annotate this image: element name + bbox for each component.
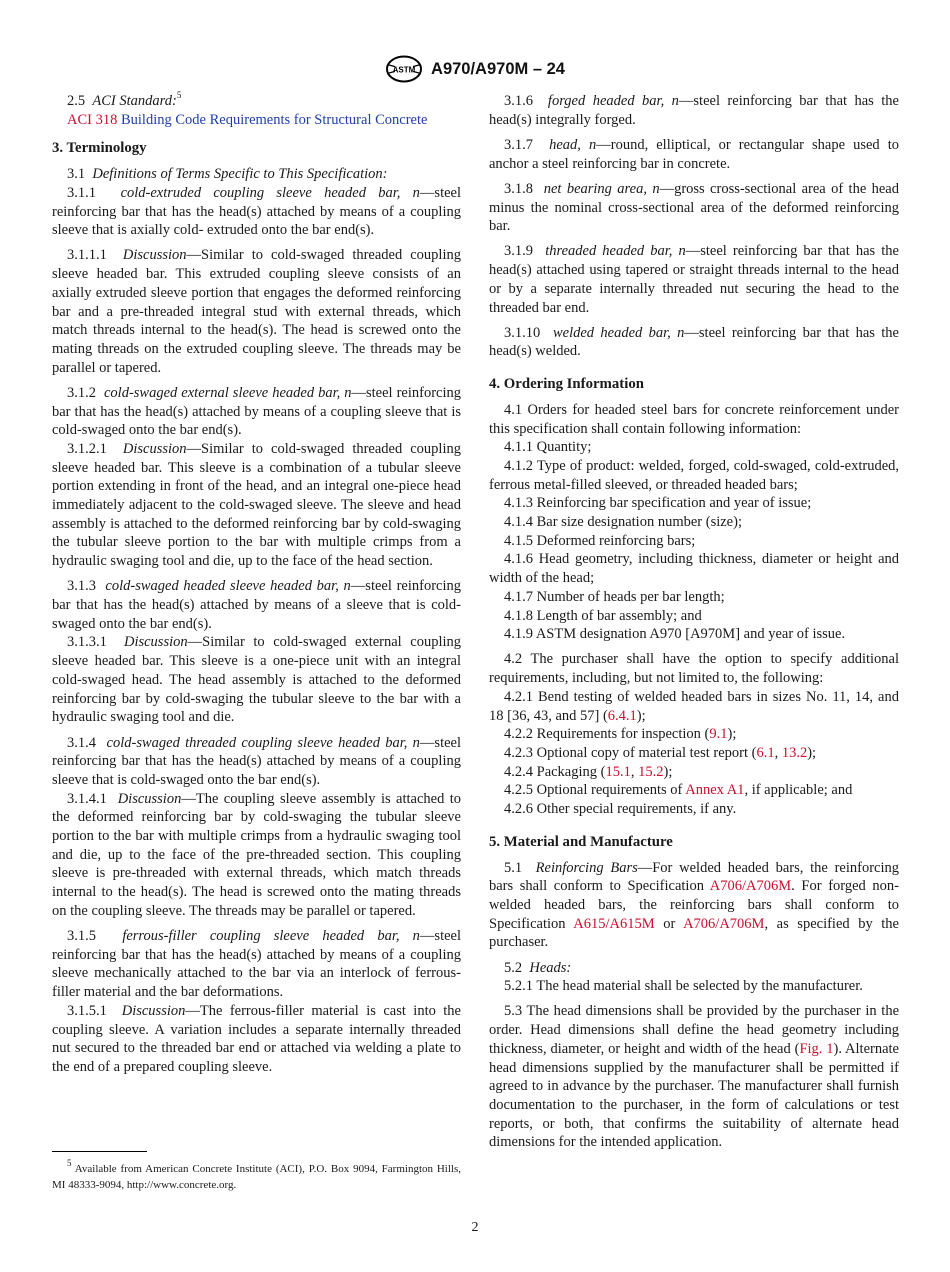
para-4-1-5: 4.1.5 Deformed reinforcing bars; [504, 532, 696, 549]
ref-a615-link[interactable]: A615/A615M [573, 915, 655, 932]
ref-a706-link-2[interactable]: A706/A706M [683, 915, 765, 932]
aci-318-reference [52, 111, 461, 130]
page-number: 2 [471, 1220, 479, 1235]
para-3-1-2: 3.1.2 cold-swaged external sleeve headed bar, n—steel reinforcing bar that has the head(s) attached by means of a coupling sleeve that is cold-swaged onto the bar end(s). [52, 384, 461, 439]
para-4-1-2: 4.1.2 Type of product: welded, forged, cold-swaged, cold-extruded, ferrous metal-filled sleeved, or threaded headed bars; [489, 457, 899, 493]
para-3-1-1-1: 3.1.1.1 Discussion—Similar to cold-swaged threaded coupling sleeve headed bar. This extruded coupling sleeve consists of an axially extruded sleeve portion that engages the deformed reinforcing bar and a pre-threaded integral stud with external threads, which match threads internal to the head(s). The head is screwed onto the mating threads on the extruded coupling sleeve. The threads may be parallel or tapered. [52, 247, 461, 376]
para-4-1-8: 4.1.8 Length of bar assembly; and [504, 607, 702, 624]
ref-fig-1-link[interactable]: Fig. 1 [799, 1040, 834, 1057]
standard-designation: A970/A970M – 24 [431, 59, 565, 78]
para-5-1: 5.1 Reinforcing Bars—For welded headed bars, the reinforcing bars shall conform to Specification A706/A706M. For forged non-welded headed bars, the reinforcing bars shall conform to Specification A615/A615M or A706/A706M, as specified by the purchaser. [489, 859, 900, 951]
footnote-text: Available from American Concrete Institute (ACI), P.O. Box 9094, Farmington Hills, MI 48333-9094, http://www.concrete.org. [52, 1163, 461, 1191]
para-4-2-5: 4.2.5 Optional requirements of Annex A1, if applicable; and [504, 782, 853, 799]
para-4-2: 4.2 The purchaser shall have the option to specify additional requirements, including, but not limited to, the following: [489, 651, 899, 687]
para-4-1-4: 4.1.4 Bar size designation number (size); [504, 514, 742, 531]
para-3-1: 3.1 Definitions of Terms Specific to This Specification: [67, 166, 388, 183]
para-3-1-3-1: 3.1.3.1 Discussion—Similar to cold-swaged external coupling sleeve headed bar. This sleeve is a one-piece unit with an integral cold-swaged head. The head assembly is attached to the deformed reinforcing bar by cold-swaging the tubular sleeve to the bar with a hydraulic swaging tool and die. [52, 634, 461, 726]
para-4-2-1: 4.2.1 Bend testing of welded headed bars in sizes No. 11, 14, and 18 [36, 43, and 57] (6.4.1); [489, 688, 899, 724]
ref-15-2-link[interactable]: 15.2 [638, 763, 664, 780]
heading-material-and-manufacture: 5. Material and Manufacture [489, 833, 673, 850]
para-3-1-2-1: 3.1.2.1 Discussion—Similar to cold-swaged threaded coupling sleeve headed bar. This sleeve is a combination of a tubular sleeve portion extending in front of the head, and an integral one-piece head immediately adjacent to the cold-swaged sleeve. The sleeve and head assembly is attached to the deformed reinforcing bar by cold-swaging the tubular sleeve portion to the bar with multiple crimps from a hydraulic swaging tool and die, up to the face of the head section. [52, 440, 461, 570]
para-3-1-7: 3.1.7 head, n—round, elliptical, or rectangular shape used to anchor a steel reinforcing bar in concrete. [489, 136, 900, 172]
aci-318-link[interactable]: ACI 318 [67, 111, 118, 128]
para-5-2-1: 5.2.1 The head material shall be selected by the manufacturer. [504, 978, 863, 995]
right-column [489, 92, 899, 1159]
para-5-2: 5.2 Heads: [504, 959, 572, 976]
para-4-2-2: 4.2.2 Requirements for inspection (9.1); [504, 726, 737, 743]
para-3-1-5: 3.1.5 ferrous-filler coupling sleeve headed bar, n—steel reinforcing bar that has the head(s) attached by means of a coupling sleeve mechanically attached to the bar via an interlock of ferrous-filler material and the bar deformations. [52, 928, 461, 1001]
footnote-ref[interactable]: 5 [176, 90, 182, 101]
para-4-1-3: 4.1.3 Reinforcing bar specification and year of issue; [504, 495, 812, 512]
heading-ordering-information: 4. Ordering Information [489, 376, 644, 393]
para-3-1-6: 3.1.6 forged headed bar, n—steel reinforcing bar that has the head(s) integrally forged. [489, 93, 899, 128]
heading-terminology: 3. Terminology [52, 140, 147, 157]
ref-9-1-link[interactable]: 9.1 [709, 726, 728, 743]
para-4-1: 4.1 Orders for headed steel bars for concrete reinforcement under this specification shall contain following information: [489, 401, 899, 437]
ref-13-2-link[interactable]: 13.2 [781, 745, 808, 761]
left-column [52, 92, 461, 1083]
para-3-1-8: 3.1.8 net bearing area, n—gross cross-sectional area of the head minus the nominal cross-sectional area of the deformed reinforcing bar. [489, 180, 899, 235]
para-4-1-7: 4.1.7 Number of heads per bar length; [504, 588, 725, 605]
para-4-2-4: 4.2.4 Packaging (15.1, 15.2); [504, 763, 673, 780]
section-2-5: 2.5 ACI Standard:$^5$ [67, 90, 182, 109]
para-3-1-4-1: 3.1.4.1 Discussion—The coupling sleeve assembly is attached to the deformed reinforcing bar by cold-swaging the tubular sleeve portion to the bar with multiple crimps from a hydraulic swaging tool and die, up to the face of the pre-threaded section. This coupling sleeve is pre-threaded with external threads, which match threads internal to the head(s). The head is screwed onto the mating threads on the coupling sleeve. The threads may be parallel or tapered. [52, 790, 461, 919]
ref-15-1-link[interactable]: 15.1 [605, 763, 631, 780]
para-4-1-9: 4.1.9 ASTM designation A970 [A970M] and year of issue. [504, 626, 846, 643]
footnote-divider [52, 1151, 147, 1152]
para-4-2-3: 4.2.3 Optional copy of material test report (6.1, 13.2); [504, 745, 817, 761]
astm-logo-icon [385, 55, 423, 83]
para-3-1-9: 3.1.9 threaded headed bar, n—steel reinforcing bar that has the head(s) attached using tapered or straight threads internal to the head or by a separate internally threaded nut securing the head to the threaded bar end. [489, 243, 899, 316]
para-5-3: 5.3 The head dimensions shall be provided by the purchaser in the order. Head dimensions shall define the head geometry including thickness, diameter, or height and width of the head (Fig. 1). Alternate head dimensions supplied by the manufacturer shall be permitted if agreed to in advance by the purchaser. The manufacturer shall furnish documentation to the purchaser, in the form of calculations or test reports, or both, that confirms the suitability of alternate head dimensions for the intended application. [489, 1003, 899, 1151]
logo-text: ASTM [392, 65, 416, 75]
footnote-mark: 5 [67, 1158, 72, 1169]
ref-6-4-1-link[interactable]: 6.4.1 [607, 707, 637, 724]
page-header [0, 55, 950, 83]
ref-annex-a1-link[interactable]: Annex A1 [685, 782, 745, 799]
para-3-1-3: 3.1.3 cold-swaged headed sleeve headed bar, n—steel reinforcing bar that has the head(s) attached by means of a sleeve that is cold-swaged onto the bar end(s). [52, 578, 461, 632]
para-3-1-4: 3.1.4 cold-swaged threaded coupling sleeve headed bar, n—steel reinforcing bar that has the head(s) attached by means of a coupling sleeve that is cold-swaged onto the bar end(s). [52, 734, 461, 788]
ref-6-1-link[interactable]: 6.1 [756, 745, 775, 761]
para-3-1-1: 3.1.1 cold-extruded coupling sleeve headed bar, n—steel reinforcing bar that has the head(s) attached by means of a coupling sleeve that is axially cold- extruded onto the bar end(s). [52, 184, 461, 239]
para-4-1-1: 4.1.1 Quantity; [504, 439, 592, 456]
para-4-1-6: 4.1.6 Head geometry, including thickness, diameter or height and width of the head; [489, 551, 899, 587]
para-4-2-6: 4.2.6 Other special requirements, if any. [504, 801, 737, 818]
para-3-1-10: 3.1.10 welded headed bar, n—steel reinforcing bar that has the head(s) welded. [489, 324, 899, 360]
para-3-1-5-1: 3.1.5.1 Discussion—The ferrous-filler material is cast into the coupling sleeve. A variation includes a separate internally threaded nut secured to the threaded bar end or attached via welding a plate to the end of a prepared coupling sleeve. [52, 1002, 461, 1075]
aci-318-title[interactable]: Building Code Requirements for Structural Concrete [120, 111, 428, 128]
footnote [52, 1158, 461, 1193]
ref-a706-link[interactable]: A706/A706M [709, 878, 792, 895]
